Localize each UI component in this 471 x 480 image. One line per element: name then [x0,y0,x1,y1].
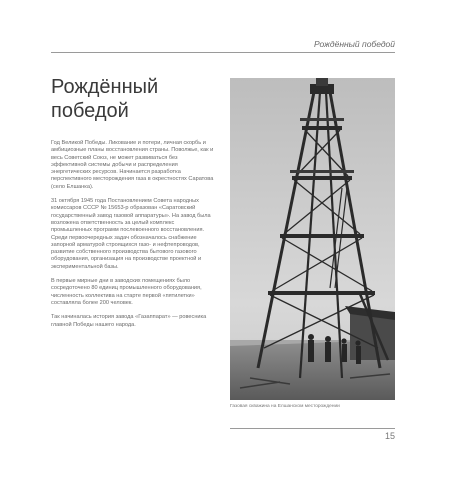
section-label: Рождённый победой [313,39,395,49]
title-line-2: победой [51,100,129,122]
article-body [51,140,214,336]
paragraph-1: Год Великой Победы. Ликование и потери, личная скорбь и амбициозные планы восстановления страны. Поволжье, как и весь Советский Союз, не может развиваться без эффективной системы добычи и распределения энергетических ресурсов. Начинается разработка перспективного месторождения газа в окрестностях Саратова (село Елшанка). [51,140,214,190]
footer-rule [230,428,395,429]
gas-well-photo [230,78,395,400]
paragraph-2: 31 октября 1945 года Постановлением Совета народных комиссаров СССР № 15653-р образован «Саратовский государственный завод газовой аппаратуры». На завод была возложена ответственность за целый комплекс промышленных программ послевоенного восстановления. Среди первоочередных задач обозначалось снабжение запорной арматурой строящихся газо- и нефтепроводов, развитие собственного производства бытового газового оборудования, организация на производстве проектной и экспериментальной базы. [51,198,211,270]
paragraph-3: В первые мирные дни в заводских помещениях было сосредоточено 80 единиц промышленного оборудования, численность коллектива на старте первой «пятилетки» составляла более 200 человек. [51,278,202,306]
paragraph-4: Так начиналась история завода «Газаппарат» — ровесника главной Победы нашего народа. [51,314,207,328]
photo-caption: Газовая скважина на Елшанском месторождении [230,404,340,409]
page-number: 15 [384,431,395,441]
title-line-1: Рождённый [51,76,159,98]
header-rule [51,52,395,53]
page-title [51,75,221,123]
